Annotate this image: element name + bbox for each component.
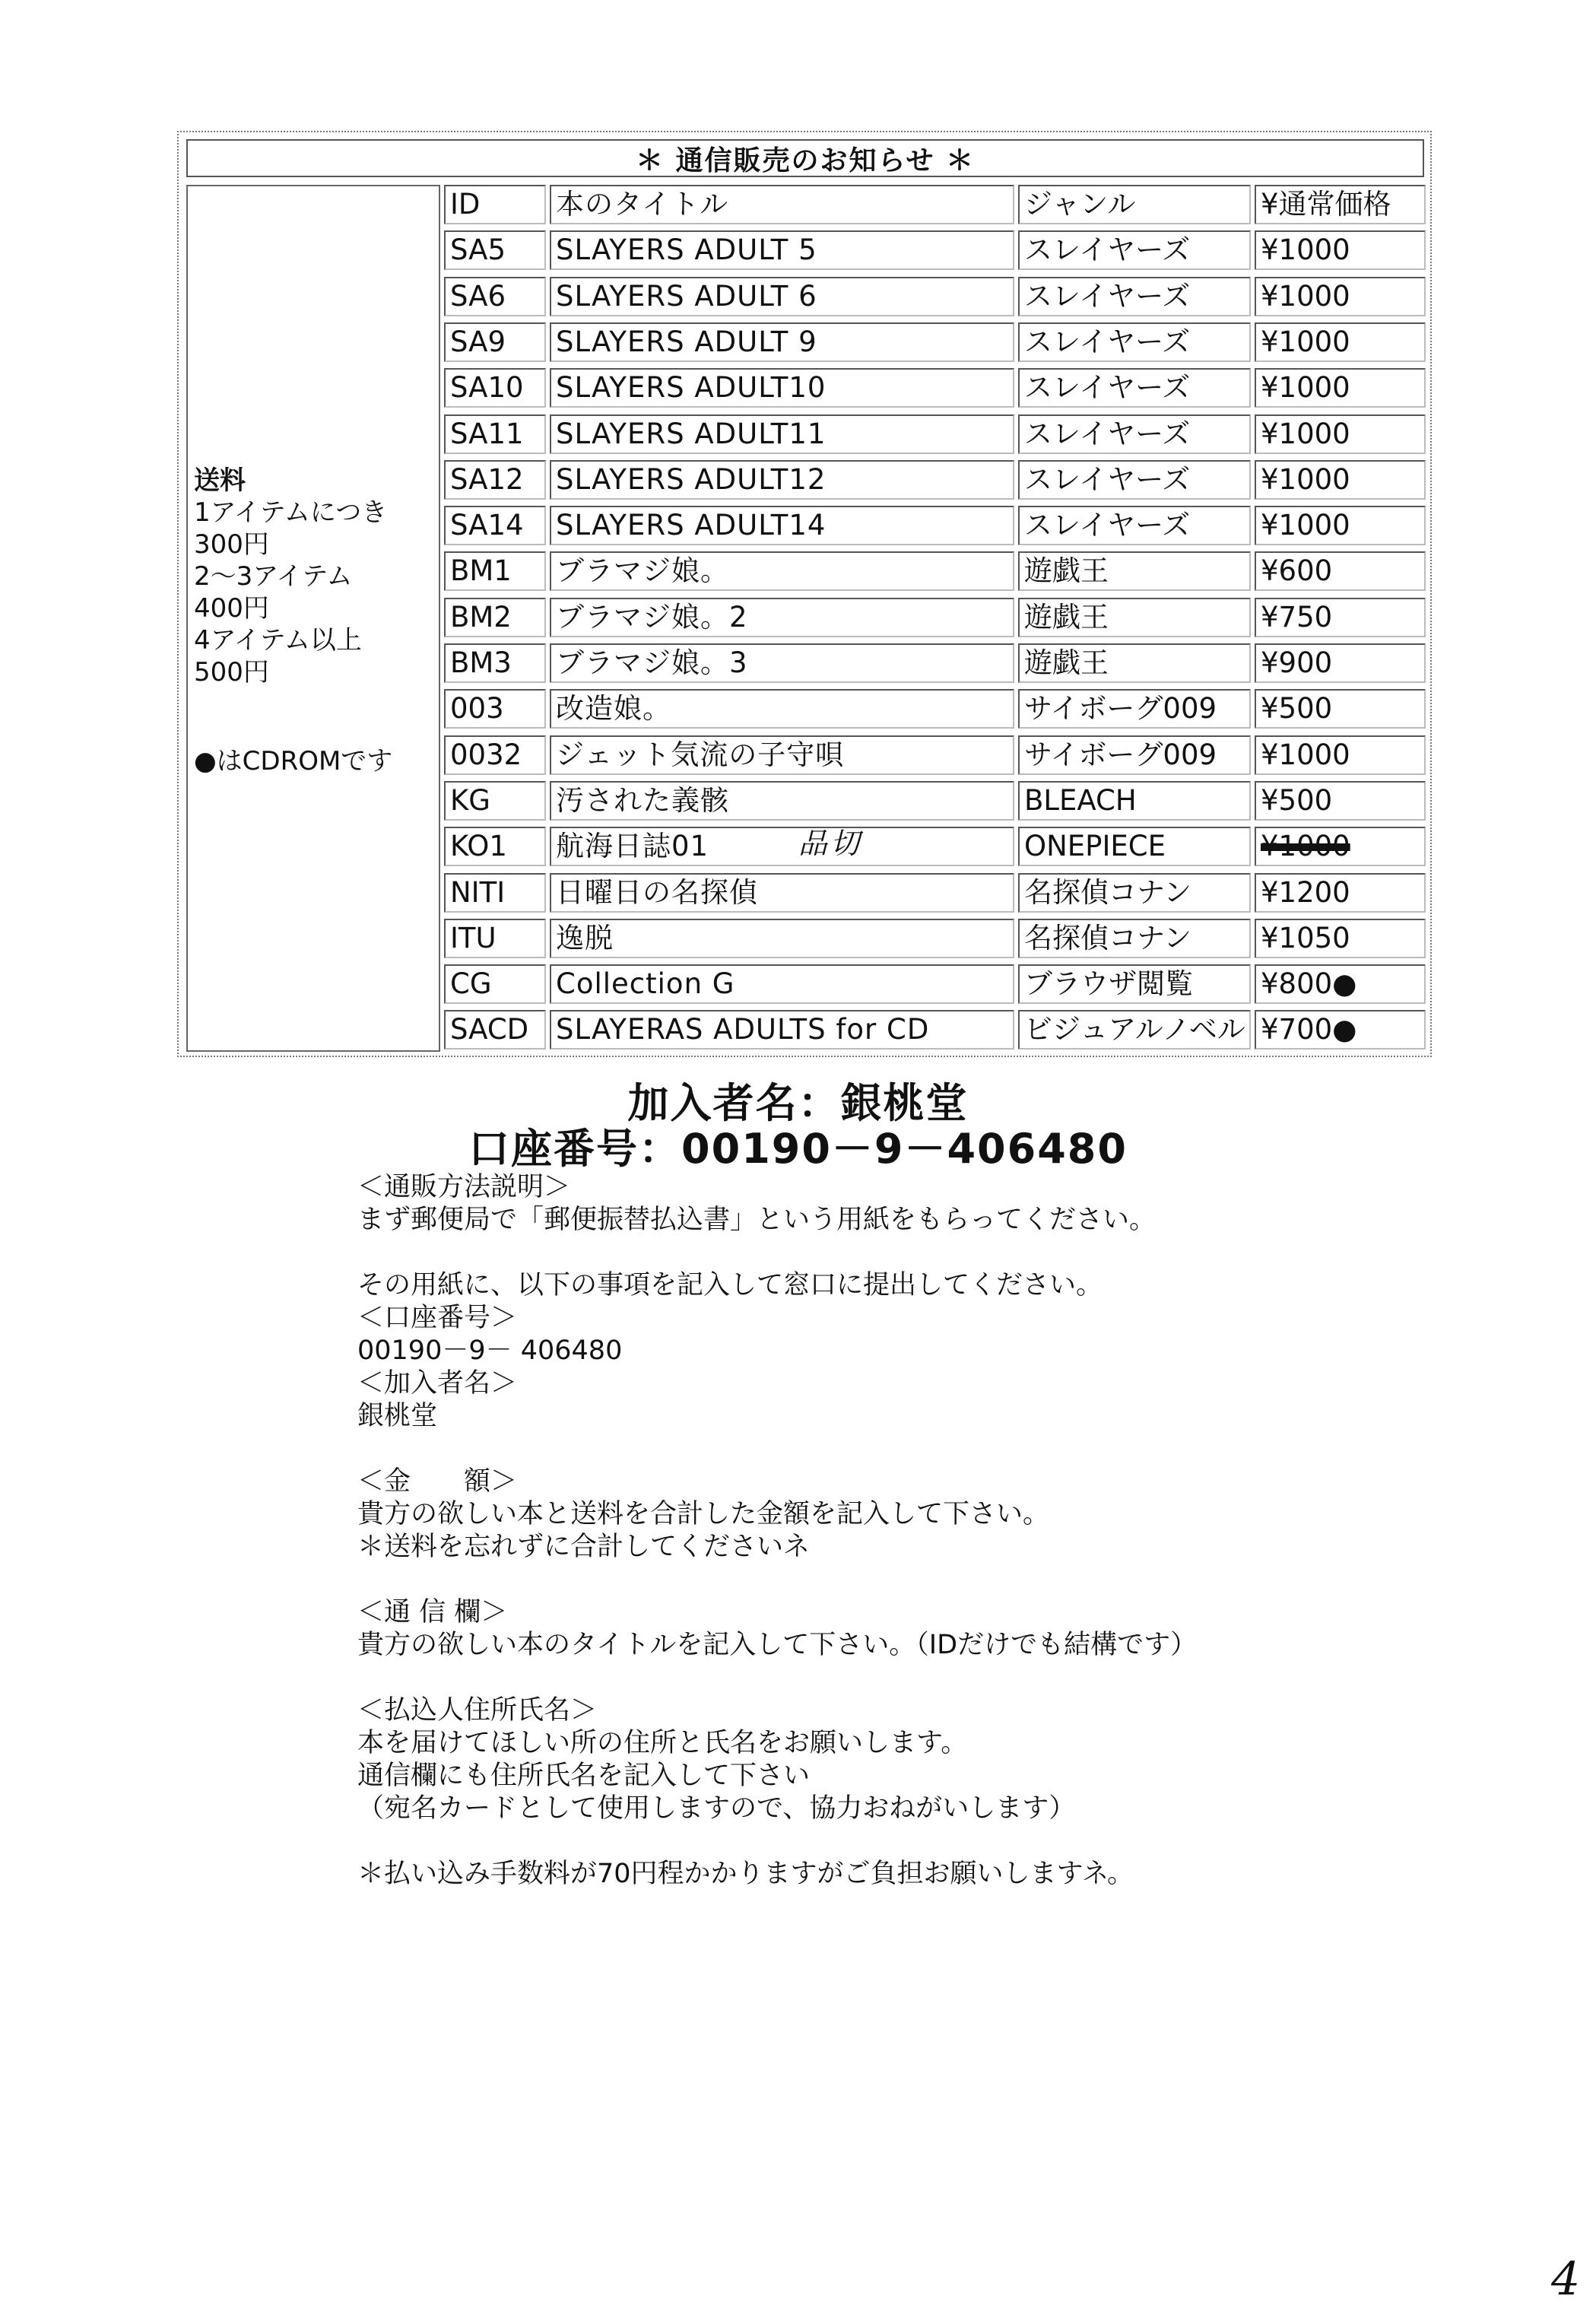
instruction-line: [357, 1433, 1422, 1466]
cell-title: ブラマジ娘。2: [550, 598, 1014, 637]
cell-id: SACD: [444, 1010, 546, 1050]
shipping-line: 300円: [194, 529, 269, 560]
header-price: ¥通常価格: [1255, 185, 1426, 224]
cell-id: CG: [444, 964, 546, 1004]
shipping-line: 1アイテムにつき: [194, 497, 388, 528]
cell-id: SA9: [444, 322, 546, 362]
shipping-line: 4アイテム以上: [194, 625, 362, 656]
cell-title: SLAYERS ADULT12: [550, 460, 1014, 500]
cell-title: ジェット気流の子守唄: [550, 735, 1014, 775]
cell-genre: スレイヤーズ: [1018, 277, 1251, 316]
account-number: 口座番号：00190－9－406480: [468, 1125, 1128, 1173]
cell-genre: 遊戯王: [1018, 551, 1251, 591]
instruction-line: 貴方の欲しい本のタイトルを記入して下さい。（IDだけでも結構です）: [357, 1630, 1198, 1660]
instruction-line: ＜加入者名＞: [357, 1368, 518, 1399]
cell-price: ¥1200: [1255, 873, 1426, 913]
instruction-line: ＜口座番号＞: [357, 1303, 518, 1333]
shipping-line: 2～3アイテム: [194, 561, 353, 592]
instruction-line: 00190－9－ 406480: [357, 1335, 623, 1366]
cell-title: SLAYERS ADULT10: [550, 368, 1014, 408]
cell-price: ¥900: [1255, 643, 1426, 683]
ordering-instructions: [357, 1171, 1422, 1891]
cell-genre: BLEACH: [1018, 781, 1251, 821]
cell-price: ¥1000: [1255, 735, 1426, 775]
cell-genre: ブラウザ閲覧: [1018, 964, 1251, 1004]
cell-id: ITU: [444, 919, 546, 958]
instruction-line: まず郵便局で「郵便振替払込書」という用紙をもらってください。: [357, 1205, 1157, 1235]
cell-genre: ONEPIECE: [1018, 827, 1251, 866]
cell-id: SA14: [444, 506, 546, 545]
instruction-line: 通信欄にも住所氏名を記入して下さい: [357, 1761, 811, 1791]
cell-genre: サイボーグ009: [1018, 735, 1251, 775]
cell-price: ¥600: [1255, 551, 1426, 591]
cell-price: ¥1000: [1255, 277, 1426, 316]
shipping-line: 500円: [194, 657, 269, 688]
cell-id: BM2: [444, 598, 546, 637]
subscriber-name: 加入者名：銀桃堂: [627, 1079, 969, 1127]
cell-title: 航海日誌01: [550, 827, 1014, 866]
cell-genre: 名探偵コナン: [1018, 873, 1251, 913]
shipping-rates: [194, 465, 436, 688]
cell-genre: 遊戯王: [1018, 643, 1251, 683]
cell-id: SA5: [444, 230, 546, 270]
cell-title: Collection G: [550, 964, 1014, 1004]
instruction-line: 貴方の欲しい本と送料を合計した金額を記入して下さい。: [357, 1499, 1050, 1529]
cell-id: SA6: [444, 277, 546, 316]
cell-title: SLAYERS ADULT14: [550, 506, 1014, 545]
cell-title: SLAYERAS ADULTS for CD: [550, 1010, 1014, 1050]
header-title: 本のタイトル: [550, 185, 1014, 224]
sold-out-handwritten-note: 品切: [798, 827, 863, 860]
cell-price: ¥500: [1255, 781, 1426, 821]
cdrom-note: ●はCDROMです: [194, 746, 393, 776]
instruction-line: ＜通販方法説明＞: [357, 1172, 571, 1202]
cell-id: SA11: [444, 414, 546, 454]
instruction-line: ＊払い込み手数料が70円程かかりますがご負担お願いしますネ。: [357, 1859, 1134, 1889]
cell-title: SLAYERS ADULT 6: [550, 277, 1014, 316]
cell-price: ¥1000: [1255, 414, 1426, 454]
cell-genre: スレイヤーズ: [1018, 322, 1251, 362]
cell-id: 003: [444, 689, 546, 729]
cell-title: 汚された義骸: [550, 781, 1014, 821]
instruction-line: 本を届けてほしい所の住所と氏名をお願いします。: [357, 1728, 968, 1758]
instruction-line: 銀桃堂: [357, 1401, 438, 1431]
cell-genre: スレイヤーズ: [1018, 230, 1251, 270]
cell-genre: スレイヤーズ: [1018, 460, 1251, 500]
cell-genre: サイボーグ009: [1018, 689, 1251, 729]
cell-price: ¥1000: [1255, 827, 1426, 866]
cell-title: ブラマジ娘。: [550, 551, 1014, 591]
instruction-line: （宛名カードとして使用しますので、協力おねがいします）: [357, 1793, 1076, 1824]
cell-id: KG: [444, 781, 546, 821]
cell-id: KO1: [444, 827, 546, 866]
cell-price: ¥1000: [1255, 322, 1426, 362]
cell-genre: ビジュアルノベル: [1018, 1010, 1251, 1050]
cell-price: ¥1000: [1255, 506, 1426, 545]
instruction-line: [357, 1662, 1422, 1694]
cell-id: BM1: [444, 551, 546, 591]
instruction-line: ＜金 額＞: [357, 1466, 518, 1497]
instruction-line: ＜通 信 欄＞: [357, 1597, 508, 1627]
cell-price: ¥1000: [1255, 368, 1426, 408]
cell-title: 逸脱: [550, 919, 1014, 958]
cell-id: NITI: [444, 873, 546, 913]
cell-id: SA12: [444, 460, 546, 500]
cell-genre: 名探偵コナン: [1018, 919, 1251, 958]
cell-genre: スレイヤーズ: [1018, 414, 1251, 454]
cell-id: SA10: [444, 368, 546, 408]
instruction-line: [357, 1564, 1422, 1596]
instruction-line: [357, 1237, 1422, 1269]
shipping-line: 400円: [194, 593, 269, 624]
cell-title: SLAYERS ADULT11: [550, 414, 1014, 454]
cell-title: ブラマジ娘。3: [550, 643, 1014, 683]
header-id: ID: [444, 185, 546, 224]
shipping-info-cell: [186, 185, 440, 1052]
cell-title: 日曜日の名探偵: [550, 873, 1014, 913]
cell-price: ¥1000: [1255, 460, 1426, 500]
header-genre: ジャンル: [1018, 185, 1251, 224]
cell-price: ¥750: [1255, 598, 1426, 637]
cell-price: ¥800●: [1255, 964, 1426, 1004]
mail-order-banner: ＊ 通信販売のお知らせ ＊: [186, 139, 1424, 177]
cell-id: BM3: [444, 643, 546, 683]
cell-genre: 遊戯王: [1018, 598, 1251, 637]
instruction-line: その用紙に、以下の事項を記入して窓口に提出してください。: [357, 1270, 1103, 1300]
cell-title: SLAYERS ADULT 9: [550, 322, 1014, 362]
cell-price: ¥1000: [1255, 230, 1426, 270]
cell-genre: スレイヤーズ: [1018, 506, 1251, 545]
cell-genre: スレイヤーズ: [1018, 368, 1251, 408]
instruction-line: ＊送料を忘れずに合計してくださいネ: [357, 1532, 811, 1562]
cell-price: ¥500: [1255, 689, 1426, 729]
instruction-line: [357, 1825, 1422, 1858]
cell-price: ¥700●: [1255, 1010, 1426, 1050]
cell-title: 改造娘。: [550, 689, 1014, 729]
instruction-line: ＜払込人住所氏名＞: [357, 1695, 598, 1726]
cell-title: SLAYERS ADULT 5: [550, 230, 1014, 270]
cell-id: 0032: [444, 735, 546, 775]
shipping-title: 送料: [194, 465, 246, 496]
page-number: 4: [1551, 2253, 1581, 2306]
cell-price: ¥1050: [1255, 919, 1426, 958]
